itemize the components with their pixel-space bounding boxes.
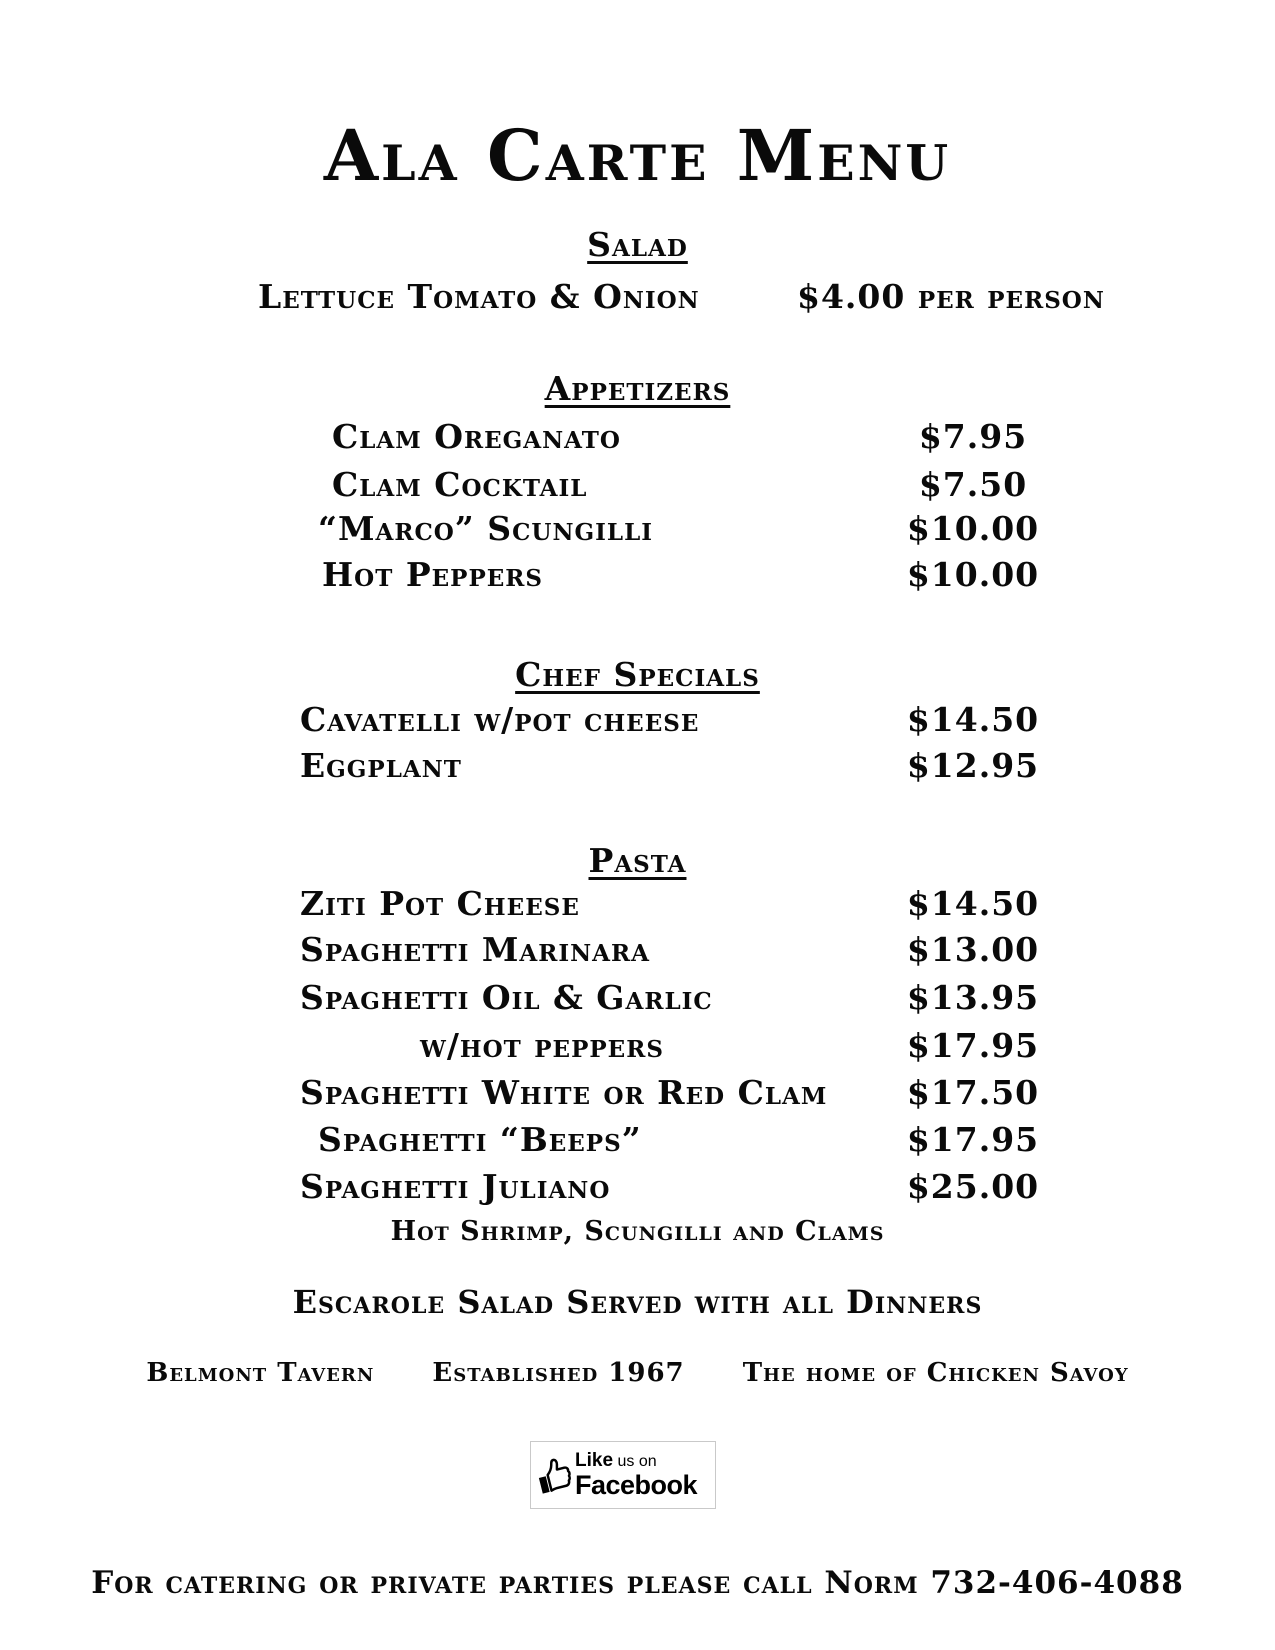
catering-line: For catering or private parties please call Norm 732-406-4088 [91, 1565, 1184, 1601]
item-name: Clam Oreganato [332, 417, 621, 456]
menu-item-row [0, 273, 1275, 321]
facebook-like-label: Like [575, 1450, 614, 1471]
section-heading-pasta-label: Pasta [588, 841, 687, 880]
tavern-line [0, 1349, 1275, 1397]
item-name: Spaghetti Marinara [300, 930, 650, 969]
menu-item-row [0, 880, 1275, 928]
item-name: “Marco” Scungilli [318, 509, 654, 548]
item-price: $10.00 [906, 509, 1040, 548]
item-name: Hot Peppers [322, 555, 544, 594]
section-heading-chef-specials-label: Chef Specials [515, 655, 760, 694]
item-price: $14.50 [906, 884, 1040, 923]
menu-item-row [0, 551, 1275, 599]
menu-item-row [0, 974, 1275, 1022]
section-heading-salad-label: Salad [587, 225, 688, 264]
facebook-badge-text [575, 1451, 697, 1499]
page-title: Ala Carte Menu [323, 114, 952, 197]
section-heading-salad [0, 221, 1275, 269]
dinners-note: Escarole Salad Served with all Dinners [292, 1283, 983, 1321]
tavern-name: Belmont Tavern [146, 1358, 375, 1388]
item-price: $7.50 [918, 465, 1028, 504]
menu-item-row [0, 1163, 1275, 1211]
item-price: $12.95 [906, 746, 1040, 785]
item-price: $13.00 [906, 930, 1040, 969]
item-price: $4.00 per person [797, 277, 1105, 316]
menu-item-row [0, 1022, 1275, 1070]
item-price: $14.50 [906, 700, 1040, 739]
facebook-us-on-label: us on [617, 1453, 657, 1470]
menu-item-row [0, 505, 1275, 553]
item-price: $7.95 [918, 417, 1028, 456]
item-price: $17.50 [906, 1073, 1040, 1112]
item-name: Spaghetti Oil & Garlic [300, 978, 713, 1017]
menu-item-row [0, 1069, 1275, 1117]
item-price: $17.95 [906, 1120, 1040, 1159]
menu-item-row [0, 926, 1275, 974]
menu-item-row [0, 413, 1275, 461]
item-name: Ziti Pot Cheese [300, 884, 580, 923]
tavern-tagline: The home of Chicken Savoy [742, 1358, 1129, 1388]
item-name: Spaghetti Juliano [300, 1167, 611, 1206]
menu-item-row [0, 742, 1275, 790]
item-price: $13.95 [906, 978, 1040, 1017]
menu-item-row [0, 1116, 1275, 1164]
menu-item-row [0, 696, 1275, 744]
item-name: Cavatelli w/pot cheese [300, 700, 700, 739]
item-price: $10.00 [906, 555, 1040, 594]
menu-item-row [0, 461, 1275, 509]
item-price: $17.95 [906, 1026, 1040, 1065]
item-name: Spaghetti “Beeps” [318, 1120, 642, 1159]
item-name: Clam Cocktail [332, 465, 588, 504]
thumbs-up-icon [534, 1451, 574, 1499]
item-name: w/hot peppers [420, 1026, 664, 1065]
pasta-note: Hot Shrimp, Scungilli and Clams [390, 1216, 885, 1247]
section-heading-appetizers [0, 365, 1275, 413]
section-heading-chef-specials [0, 651, 1275, 699]
section-heading-appetizers-label: Appetizers [544, 369, 731, 408]
item-name: Lettuce Tomato & Onion [258, 277, 700, 316]
item-name: Eggplant [300, 746, 462, 785]
facebook-badge [530, 1441, 716, 1509]
tavern-established: Established 1967 [432, 1358, 685, 1388]
section-heading-pasta [0, 837, 1275, 885]
item-name: Spaghetti White or Red Clam [300, 1073, 828, 1112]
facebook-brand-label: Facebook [575, 1470, 698, 1500]
facebook-badge-line1 [575, 1451, 697, 1470]
item-price: $25.00 [906, 1167, 1040, 1206]
